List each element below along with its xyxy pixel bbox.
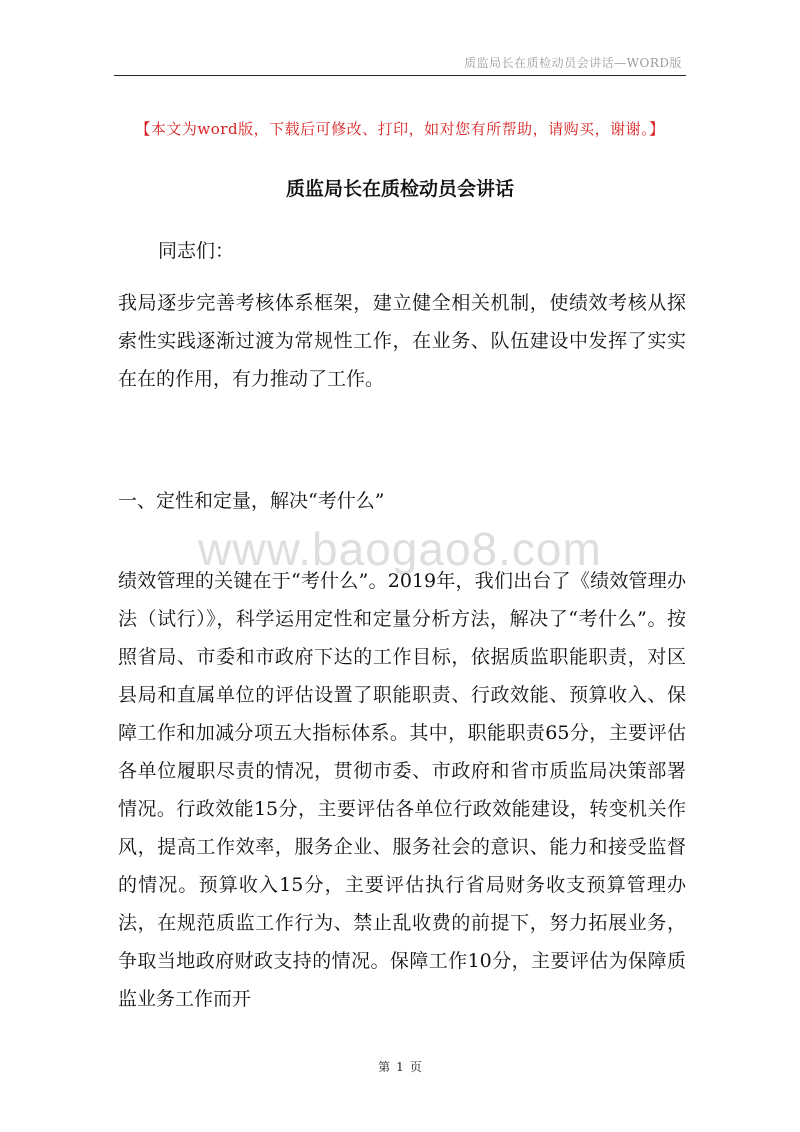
section-heading: 一、定性和定量，解决“考什么” bbox=[118, 490, 385, 512]
page-suffix: 页 bbox=[409, 1060, 422, 1074]
paragraph-intro: 我局逐步完善考核体系框架，建立健全相关机制，使绩效考核从探索性实践逐渐过渡为常规性工作，在业务、队伍建设中发挥了实实在在的作用，有力推动了工作。 bbox=[118, 292, 686, 390]
paragraph-body: 绩效管理的关键在于“考什么”。2019年，我们出台了《绩效管理办法（试行）》，科学运用定性和定量分析方法，解决了“考什么”。按照省局、市委和市政府下达的工作目标，依据质监职能职责，对区县局和直属单位的评估设置了职能职责、行政效能、预算收入、保障工作和加减分项五大指标体系。其中，职能职责65分，主要评估各单位履职尽责的情况，贯彻市委、市政府和省市质监局决策部署情况。行政效能15分，主要评估各单位行政效能建设，转变机关作风，提高工作效率，服务企业、服务社会的意识、能力和接受监督的情况。预算收入15分，主要评估执行省局财务收支预算管理办法，在规范质监工作行为、禁止乱收费的前提下，努力拓展业务，争取当地政府财政支持的情况。保障工作10分，主要评估为保障质监业务工作而开 bbox=[118, 570, 686, 1010]
running-header: 质监局长在质检动员会讲话—WORD版 bbox=[464, 56, 682, 70]
document-title: 质监局长在质检动员会讲话 bbox=[285, 178, 514, 200]
page-prefix: 第 bbox=[378, 1060, 391, 1074]
watermark: www.baogao8.com bbox=[198, 523, 602, 575]
header-divider bbox=[114, 75, 686, 76]
purchase-notice: 【本文为word版，下载后可修改、打印，如对您有所帮助，请购买，谢谢。】 bbox=[135, 120, 665, 138]
salutation: 同志们： bbox=[158, 240, 235, 262]
page-footer bbox=[0, 1058, 800, 1075]
page-number: 1 bbox=[396, 1060, 404, 1074]
